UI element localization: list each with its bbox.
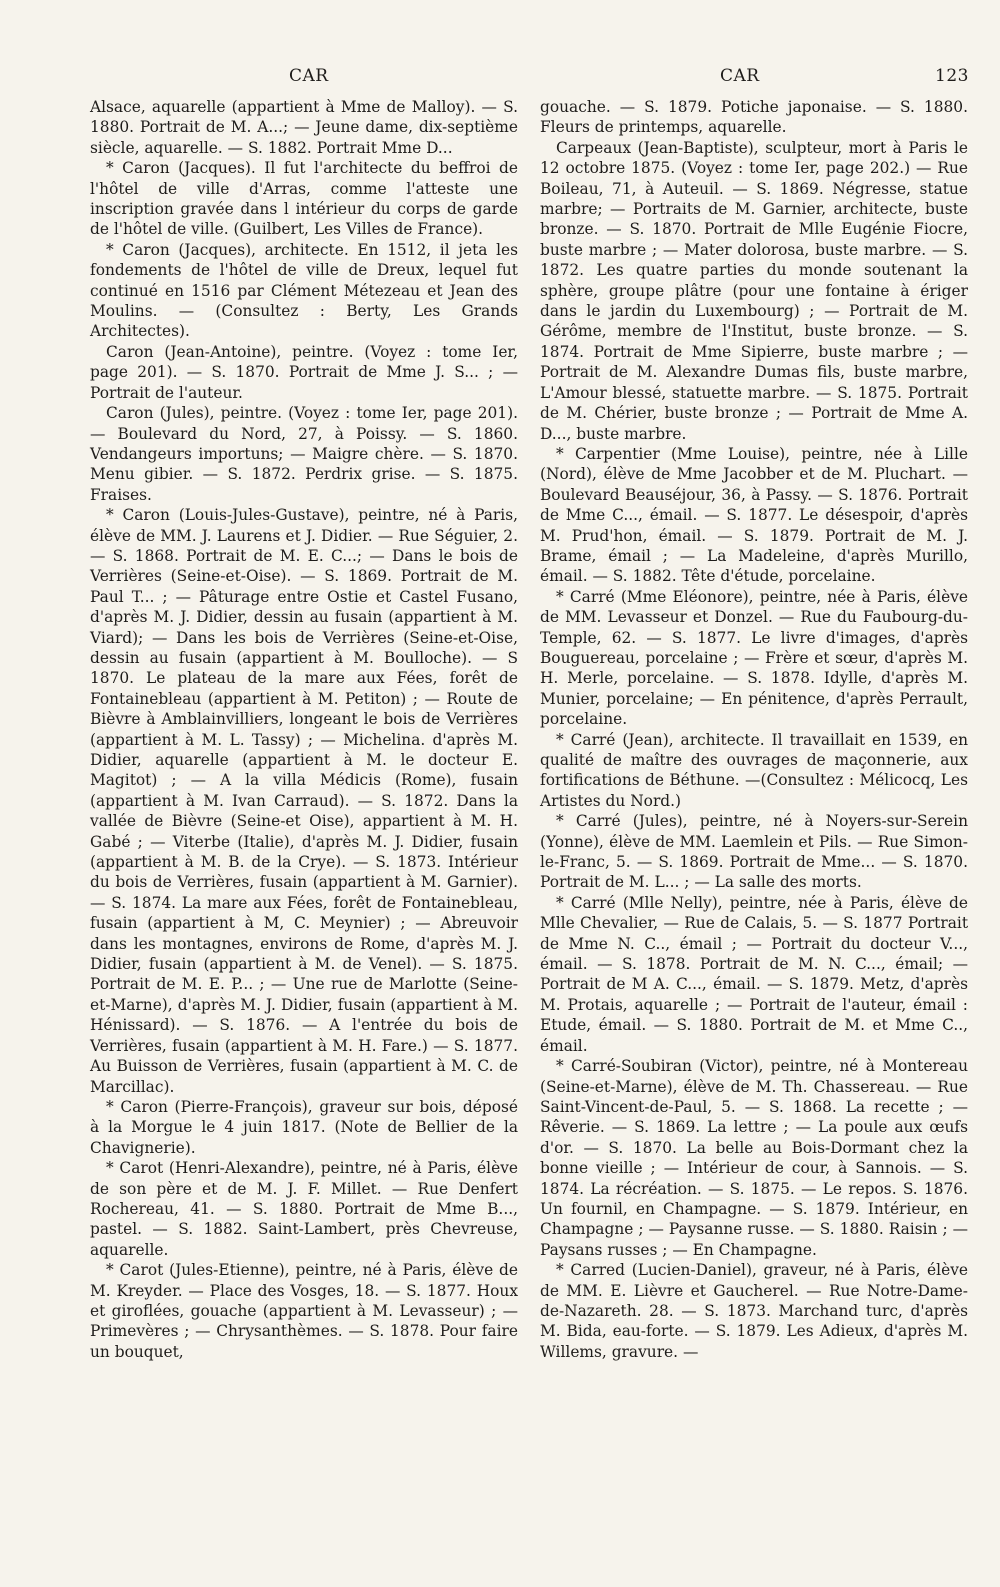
entry-paragraph: Caron (Jean-Antoine), peintre. (Voyez : tome Ier, page 201). — S. 1870. Portrait de Mme J. S... ; — Portrait de l'auteur. — [90, 342, 518, 402]
entry-paragraph: * Carred (Lucien-Daniel), graveur, né à Paris, élève de MM. E. Lièvre et Gaucherel. — Rue Notre-Dame-de-Nazareth. 28. — S. 1873. Marchand turc, d'après M. Bida, eau-forte. — S. 1879. Les Adieux, d'après M. Willems, gravure. — — [540, 1261, 968, 1361]
running-head-left: CAR — [289, 66, 329, 86]
entry-paragraph: Caron (Jules), peintre. (Voyez : tome Ier, page 201). — Boulevard du Nord, 27, à Poissy. — S. 1860. Vendangeurs importuns; — Maigre chère. — S. 1870. Menu gibier. — S. 1872. Perdrix grise. — S. 1875. Fraises. — [90, 404, 518, 504]
entry-paragraph: * Carpentier (Mme Louise), peintre, née à Lille (Nord), élève de Mme Jacobber et de M. Pluchart. — Boulevard Beauséjour, 36, à Passy. — S. 1876. Portrait de Mme C..., émail. — S. 1877. Le désespoir, d'après M. Prud'hon, émail. — S. 1879. Portrait de M. J. Brame, émail ; — La Madeleine, d'après Murillo, émail. — S. 1882. Tête d'étude, porcelaine. — [540, 444, 968, 586]
running-head-right: CAR — [720, 66, 760, 86]
entry-paragraph: * Carot (Jules-Etienne), peintre, né à Paris, élève de M. Kreyder. — Place des Vosges, 18. — S. 1877. Houx et giroflées, gouache (appartient à M. Levasseur) ; — Primevères ; — Chrysanthèmes. — S. 1878. Pour faire un bouquet, — [90, 1261, 518, 1361]
page-number: 123 — [935, 66, 969, 86]
entry-paragraph: * Carré (Jean), architecte. Il travaillait en 1539, en qualité de maître des ouvrages de maçonnerie, aux fortifications de Béthune. —(Consultez : Mélicocq, Les Artistes du Nord.) — [540, 730, 968, 810]
left-column — [90, 97, 518, 1362]
right-column — [540, 97, 968, 1362]
entry-paragraph: gouache. — S. 1879. Potiche japonaise. — S. 1880. Fleurs de printemps, aquarelle. — [540, 98, 968, 137]
entry-paragraph: * Caron (Louis-Jules-Gustave), peintre, né à Paris, élève de MM. J. Laurens et J. Didier. — Rue Séguier, 2. — S. 1868. Portrait de M. E. C...; — Dans le bois de Verrières (Seine-et-Oise). — S. 1869. Portrait de M. Paul T... ; — Pâturage entre Ostie et Castel Fusano, d'après M. J. Didier, dessin au fusain (appartient à M. Viard); — Dans les bois de Verrières (Seine-et-Oise, dessin au fusain (appartient à M. Boulloche). — S 1870. Le plateau de la mare aux Fées, forêt de Fontainebleau (appartient à M. Petiton) ; — Route de Bièvre à Amblainvilliers, longeant le bois de Verrières (appartient à M. L. Tassy) ; — Michelina. d'après M. Didier, aquarelle (appartient à M. le docteur E. Magitot) ; — A la villa Médicis (Rome), fusain (appartient à M. Ivan Carraud). — S. 1872. Dans la vallée de Bièvre (Seine-et Oise), appartient à M. H. Gabé ; — Viterbe (Italie), d'après M. J. Didier, fusain (appartient à M. B. de la Crye). — S. 1873. Intérieur du bois de Verrières, fusain (appartient à M. Garnier). — S. 1874. La mare aux Fées, forêt de Fontainebleau, fusain (appartient à M, C. Meynier) ; — Abreuvoir dans les montagnes, environs de Rome, d'après M. J. Didier, fusain (appartient à M. de Venel). — S. 1875. Portrait de M. E. P... ; — Une rue de Marlotte (Seine-et-Marne), d'après M. J. Didier, fusain (appartient à M. Hénissard). — S. 1876. — A l'entrée du bois de Verrières, fusain (appartient à M. H. Fare.) — S. 1877. Au Buisson de Verrières, fusain (appartient à M. C. de Marcillac). — [90, 506, 518, 1096]
entry-paragraph: * Caron (Jacques), architecte. En 1512, il jeta les fondements de l'hôtel de ville de Dreux, lequel fut continué en 1516 par Clément Métezeau et Jean des Moulins. — (Consultez : Berty, Les Grands Architectes). — [90, 240, 518, 341]
entry-paragraph: * Caron (Pierre-François), graveur sur bois, déposé à la Morgue le 4 juin 1817. (Note de Bellier de la Chavignerie). — [90, 1097, 518, 1157]
entry-paragraph: Carpeaux (Jean-Baptiste), sculpteur, mort à Paris le 12 octobre 1875. (Voyez : tome Ier, page 202.) — Rue Boileau, 71, à Auteuil. — S. 1869. Négresse, statue marbre; — Portraits de M. Garnier, architecte, buste bronze. — S. 1870. Portrait de Mlle Eugénie Fiocre, buste marbre ; — Mater dolorosa, buste marbre. — S. 1872. Les quatre parties du monde soutenant la sphère, groupe plâtre (pour une fontaine à ériger dans le jardin du Luxembourg) ; — Portrait de M. Gérôme, membre de l'Institut, buste bronze. — S. 1874. Portrait de Mme Sipierre, buste marbre ; — Portrait de M. Alexandre Dumas fils, buste marbre, L'Amour blessé, statuette marbre. — S. 1875. Portrait de M. Chérier, buste bronze ; — Portrait de Mme A. D..., buste marbre. — [540, 138, 968, 443]
entry-paragraph: * Carré (Jules), peintre, né à Noyers-sur-Serein (Yonne), élève de MM. Laemlein et Pils. — Rue Simon-le-Franc, 5. — S. 1869. Portrait de Mme... — S. 1870. Portrait de M. L... ; — La salle des morts. — [540, 812, 968, 892]
entry-paragraph: Alsace, aquarelle (appartient à Mme de Malloy). — S. 1880. Portrait de M. A...; — Jeune dame, dix-septième siècle, aquarelle. — S. 1882. Portrait Mme D... — [90, 98, 518, 157]
entry-paragraph: * Caron (Jacques). Il fut l'architecte du beffroi de l'hôtel de ville d'Arras, comme l'atteste une inscription gravée dans l intérieur du corps de garde de l'hôtel de ville. (Guilbert, Les Villes de France). — [90, 159, 518, 239]
entry-paragraph: * Carré (Mlle Nelly), peintre, née à Paris, élève de Mlle Chevalier, — Rue de Calais, 5. — S. 1877 Portrait de Mme N. C.., émail ; — Portrait du docteur V..., émail. — S. 1878. Portrait de M. N. C..., émail; — Portrait de M A. C..., émail. — S. 1879. Metz, d'après M. Protais, aquarelle ; — Portrait de l'auteur, émail : Etude, émail. — S. 1880. Portrait de M. et Mme C.., émail. — [540, 893, 968, 1055]
entry-paragraph: * Carré (Mme Eléonore), peintre, née à Paris, élève de MM. Levasseur et Donzel. — Rue du Faubourg-du-Temple, 62. — S. 1877. Le livre d'images, d'après Bouguereau, porcelaine ; — Frère et sœur, d'après M. H. Merle, porcelaine. — S. 1878. Idylle, d'après M. Munier, porcelaine; — En pénitence, d'après Perrault, porcelaine. — [540, 587, 968, 729]
entry-paragraph: * Carré-Soubiran (Victor), peintre, né à Montereau (Seine-et-Marne), élève de M. Th. Chassereau. — Rue Saint-Vincent-de-Paul, 5. — S. 1868. La recette ; — Rêverie. — S. 1869. La lettre ; — La poule aux œufs d'or. — S. 1870. La belle au Bois-Dormant chez la bonne vieille ; — Intérieur de cour, à Sannois. — S. 1874. La récréation. — S. 1875. — Le repos. S. 1876. Un fournil, en Champagne. — S. 1879. Intérieur, en Champagne ; — Paysanne russe. — S. 1880. Raisin ; — Paysans russes ; — En Champagne. — [540, 1057, 968, 1259]
entry-paragraph: * Carot (Henri-Alexandre), peintre, né à Paris, élève de son père et de M. J. F. Millet. — Rue Denfert Rochereau, 41. — S. 1880. Portrait de Mme B..., pastel. — S. 1882. Saint-Lambert, près Chevreuse, aquarelle. — [90, 1159, 518, 1259]
